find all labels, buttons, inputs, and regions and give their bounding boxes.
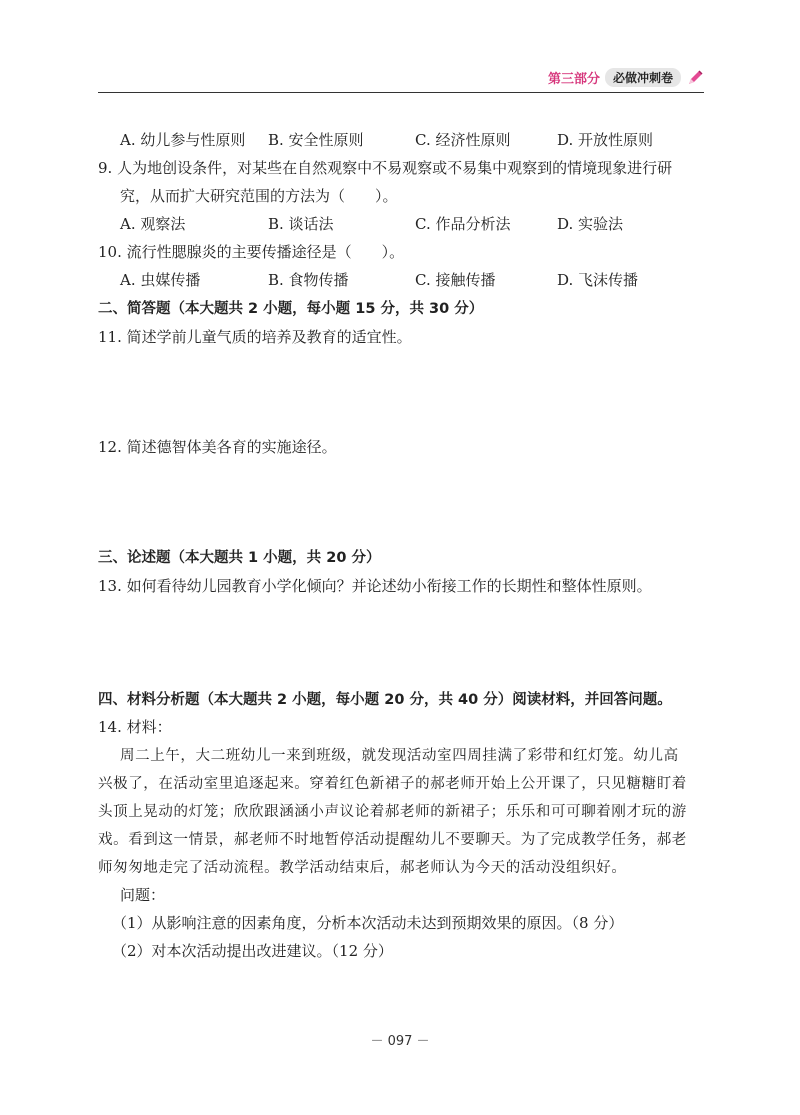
q8-option-a: A. 幼儿参与性原则: [120, 131, 246, 149]
pencil-icon: [686, 69, 704, 87]
q10-option-c: C. 接触传播: [415, 271, 496, 289]
q10-option-b: B. 食物传播: [268, 271, 349, 289]
header-badge: [548, 68, 704, 87]
q10-option-d: D. 飞沫传播: [557, 271, 639, 289]
questions-label: 问题：: [120, 886, 166, 904]
q14-sub1: （1）从影响注意的因素角度，分析本次活动未达到预期效果的原因。（8 分）: [112, 914, 624, 932]
q13-stem: 13. 如何看待幼儿园教育小学化倾向？并论述幼小衔接工作的长期性和整体性原则。: [98, 577, 652, 595]
page-header: [98, 66, 704, 93]
material-line: 周二上午，大二班幼儿一来到班级，就发现活动室四周挂满了彩带和红灯笼。幼儿高: [120, 748, 679, 764]
q10-option-a: A. 虫媒传播: [120, 271, 201, 289]
q14-label: 14. 材料：: [98, 718, 172, 736]
q14-sub2: （2）对本次活动提出改进建议。（12 分）: [112, 942, 393, 960]
page-number: － 097 －: [370, 1034, 430, 1049]
material-line: 师匆匆地走完了活动流程。教学活动结束后，郝老师认为今天的活动没组织好。: [98, 860, 627, 876]
material-line: 头顶上晃动的灯笼；欣欣跟涵涵小声议论着郝老师的新裙子；乐乐和可可聊着刚才玩的游: [98, 804, 687, 820]
volume-label: 必做冲刺卷: [605, 68, 681, 87]
q11-stem: 11. 简述学前儿童气质的培养及教育的适宜性。: [98, 328, 412, 346]
section3-heading: 三、论述题（本大题共 1 小题，共 20 分）: [98, 550, 381, 566]
q10-stem: 10. 流行性腮腺炎的主要传播途径是（ ）。: [98, 243, 405, 261]
part-label: 第三部分: [547, 72, 600, 87]
q8-option-c: C. 经济性原则: [415, 131, 511, 149]
q12-stem: 12. 简述德智体美各育的实施途径。: [98, 438, 337, 456]
q8-option-d: D. 开放性原则: [557, 131, 654, 149]
q9-option-c: C. 作品分析法: [415, 215, 511, 233]
q9-option-a: A. 观察法: [120, 215, 186, 233]
q9-stem-line2: 究，从而扩大研究范围的方法为（ ）。: [120, 187, 398, 205]
material-line: 戏。看到这一情景，郝老师不时地暂停活动提醒幼儿不要聊天。为了完成教学任务，郝老: [98, 832, 687, 848]
material-line: 兴极了，在活动室里追逐起来。穿着红色新裙子的郝老师开始上公开课了，只见糖糖盯着: [98, 776, 687, 792]
q8-option-b: B. 安全性原则: [268, 131, 364, 149]
q9-option-b: B. 谈话法: [268, 215, 334, 233]
q9-stem-line1: 9. 人为地创设条件，对某些在自然观察中不易观察或不易集中观察到的情境现象进行研: [98, 159, 673, 177]
q9-option-d: D. 实验法: [557, 215, 624, 233]
section4-heading: 四、材料分析题（本大题共 2 小题，每小题 20 分，共 40 分）阅读材料，并回答问题。: [98, 692, 672, 708]
section2-heading: 二、简答题（本大题共 2 小题，每小题 15 分，共 30 分）: [98, 301, 484, 317]
